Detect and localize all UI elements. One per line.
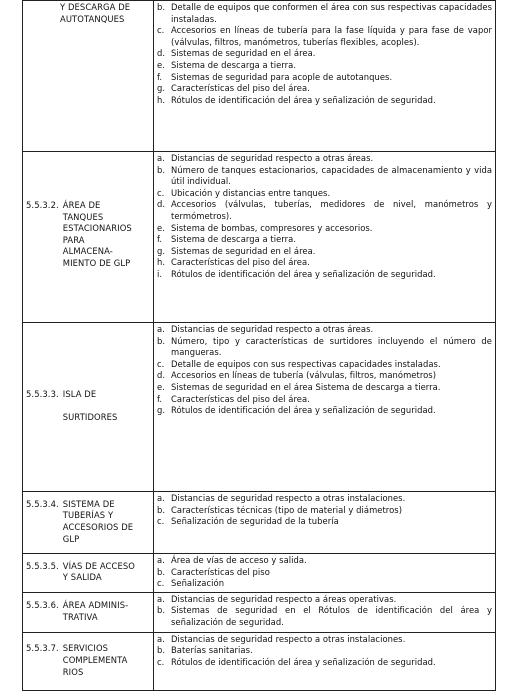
- section-title-line: RIOS: [62, 666, 84, 677]
- section-code: 5.5.3.7.: [26, 643, 59, 654]
- section-title-line: VÍAS DE ACCESO: [62, 560, 135, 571]
- item-letter: c.: [157, 187, 165, 198]
- item-text: Baterías sanitarias.: [171, 645, 253, 656]
- item-text: Área de vías de acceso y salida.: [171, 555, 307, 565]
- item-letter: h.: [157, 257, 166, 268]
- table-row: [23, 152, 496, 323]
- list-item: [157, 645, 492, 657]
- item-text: Distancias de seguridad respecto a áreas operativas.: [171, 593, 397, 604]
- section-title: [30, 2, 130, 25]
- section-title-line: ÁREA ADMINIS-: [62, 600, 129, 611]
- list-item: [157, 657, 492, 669]
- section-cell: [23, 554, 154, 593]
- document-page: [22, 0, 496, 700]
- item-text: Detalle de equipos que conformen el área con sus respectivas capacidades instaladas.: [171, 2, 492, 24]
- table-body: [23, 1, 496, 691]
- items-cell: [154, 554, 496, 593]
- item-text: Accesorios (válvulas, tuberías, medidores de nivel, manómetros y termómetros).: [171, 199, 492, 221]
- section-title-line: TUBERÍAS Y: [62, 510, 114, 521]
- list-item: [157, 153, 492, 165]
- list-item: [157, 505, 492, 517]
- item-text: Rótulos de identificación del área y señalización de seguridad.: [171, 405, 436, 416]
- section-code: 5.5.3.3.: [26, 389, 59, 400]
- list-item: [157, 2, 492, 25]
- list-item: [157, 223, 492, 235]
- item-text: Rótulos de identificación del área y señalización de seguridad.: [171, 268, 436, 279]
- list-item: [157, 370, 492, 382]
- item-text: Accesorios en líneas de tubería (válvulas, filtros, manómetros): [171, 370, 437, 381]
- item-letter: d.: [157, 370, 166, 381]
- list-item: [157, 48, 492, 60]
- section-title-line: AUTOTANQUES: [60, 13, 125, 24]
- item-letter: a.: [157, 493, 165, 503]
- list-item: [157, 605, 492, 628]
- list-item: [157, 246, 492, 258]
- item-text: Sistemas de seguridad para acople de autotanques.: [171, 71, 393, 82]
- section-title: [63, 389, 118, 424]
- section-title-line: MIENTO DE GLP: [62, 257, 131, 268]
- item-letter: a.: [157, 593, 165, 604]
- list-item: [157, 594, 492, 606]
- item-letter: g.: [157, 83, 166, 94]
- item-letter: c.: [157, 358, 165, 369]
- item-text: Características del piso del área.: [171, 393, 310, 404]
- section-title: [63, 561, 135, 584]
- section-title-line: PARA: [62, 234, 85, 245]
- items-cell: [154, 592, 496, 632]
- item-text: Rótulos de identificación del área y señalización de seguridad.: [171, 94, 436, 105]
- item-text: Características técnicas (tipo de material y diámetros): [171, 504, 403, 515]
- list-item: [157, 516, 492, 528]
- items-cell: [154, 323, 496, 492]
- item-letter: b.: [157, 335, 166, 346]
- item-letter: c.: [157, 25, 165, 36]
- list-item: [157, 359, 492, 371]
- section-code: 5.5.3.4.: [26, 498, 59, 509]
- list-item: [157, 405, 492, 417]
- section-cell: [23, 632, 154, 690]
- item-letter: i.: [157, 268, 163, 279]
- item-letter: e.: [157, 59, 165, 70]
- list-item: [157, 394, 492, 406]
- item-text: Sistemas de seguridad en el Rótulos de identificación del área y señalización de seguridad.: [171, 605, 492, 627]
- item-letter: a.: [157, 153, 165, 163]
- list-item: [157, 493, 492, 505]
- section-code: 5.5.3.5.: [26, 560, 59, 571]
- section-cell: [23, 152, 154, 323]
- section-title-line: SERVICIOS: [62, 643, 109, 654]
- item-letter: c.: [157, 516, 165, 527]
- items-cell: [154, 152, 496, 323]
- section-title: [63, 200, 132, 270]
- item-letter: g.: [157, 405, 166, 416]
- section-cell: [23, 1, 154, 152]
- item-letter: a.: [157, 633, 165, 644]
- item-letter: b.: [157, 605, 166, 616]
- section-title-line: Y SALIDA: [62, 572, 102, 583]
- item-text: Accesorios en líneas de tubería para la fase líquida y para fase de vapor (válvulas, filtros, manómetros, tuberías flexibles, acoples).: [171, 25, 492, 47]
- section-title-line: GLP: [62, 533, 80, 544]
- section-cell: [23, 323, 154, 492]
- item-letter: f.: [157, 71, 163, 82]
- section-title-line: TRATIVA: [62, 611, 98, 622]
- item-letter: g.: [157, 245, 166, 256]
- item-text: Distancias de seguridad respecto a otras áreas.: [171, 153, 374, 163]
- item-text: Características del piso: [171, 566, 270, 577]
- table-row: [23, 592, 496, 632]
- item-text: Sistema de descarga a tierra.: [171, 59, 297, 70]
- table-row: [23, 492, 496, 554]
- section-title-line: SISTEMA DE: [62, 498, 115, 509]
- list-item: [157, 188, 492, 200]
- item-letter: c.: [157, 578, 165, 589]
- item-letter: b.: [157, 645, 166, 656]
- item-text: Características del piso del área.: [171, 83, 310, 94]
- item-letter: e.: [157, 222, 165, 233]
- item-letter: b.: [157, 164, 166, 175]
- item-text: Señalización de seguridad de la tubería: [171, 516, 339, 527]
- table-row: [23, 323, 496, 492]
- list-item: [157, 72, 492, 84]
- item-text: Características del piso del área.: [171, 257, 310, 268]
- requirements-table: [22, 0, 496, 691]
- list-item: [157, 269, 492, 281]
- item-letter: a.: [157, 324, 165, 334]
- item-letter: d.: [157, 199, 166, 210]
- item-text: Sistemas de seguridad en el área Sistema de descarga a tierra.: [171, 381, 441, 392]
- item-letter: f.: [157, 234, 163, 245]
- table-row: [23, 1, 496, 152]
- section-title-line: TANQUES: [62, 211, 104, 222]
- section-title-line: ÁREA DE: [62, 200, 101, 210]
- item-letter: b.: [157, 504, 166, 515]
- item-letter: f.: [157, 393, 163, 404]
- list-item: [157, 60, 492, 72]
- items-cell: [154, 492, 496, 554]
- item-text: Número, tipo y características de surtidores incluyendo el número de mangueras.: [171, 335, 492, 358]
- item-text: Sistema de descarga a tierra.: [171, 234, 297, 245]
- list-item: [157, 578, 492, 590]
- list-item: [157, 634, 492, 646]
- item-text: Distancias de seguridad respecto a otras instalaciones.: [171, 493, 406, 503]
- section-title-line: [63, 401, 118, 413]
- item-text: Distancias de seguridad respecto a otras instalaciones.: [171, 633, 406, 644]
- list-item: [157, 199, 492, 222]
- list-item: [157, 234, 492, 246]
- item-text: Rótulos de identificación del área y señalización de seguridad.: [171, 656, 436, 667]
- item-text: Número de tanques estacionarios, capacidades de almacenamiento y vida útil individual.: [171, 164, 492, 187]
- section-title-line: Y DESCARGA DE: [60, 2, 131, 12]
- section-title: [63, 600, 128, 623]
- item-letter: b.: [157, 566, 166, 577]
- section-title: [63, 643, 128, 678]
- list-item: [157, 165, 492, 188]
- section-cell: [23, 492, 154, 554]
- item-text: Distancias de seguridad respecto a otras áreas.: [171, 324, 374, 334]
- item-letter: d.: [157, 48, 166, 59]
- section-title-line: ISLA DE: [62, 389, 97, 400]
- item-letter: b.: [157, 2, 166, 12]
- section-title-line: ACCESORIOS DE: [62, 522, 134, 532]
- list-item: [157, 382, 492, 394]
- list-item: [157, 257, 492, 269]
- list-item: [157, 95, 492, 107]
- table-row: [23, 632, 496, 690]
- item-letter: c.: [157, 656, 165, 667]
- section-title-line: COMPLEMENTA: [62, 654, 128, 665]
- item-text: Sistemas de seguridad en el área.: [171, 245, 316, 256]
- section-code: 5.5.3.6.: [26, 600, 59, 611]
- items-cell: [154, 1, 496, 152]
- item-letter: h.: [157, 94, 166, 105]
- section-title-line: ESTACIONARIOS: [62, 223, 132, 234]
- section-title-line: SURTIDORES: [62, 412, 118, 423]
- list-item: [157, 336, 492, 359]
- item-text: Sistema de bombas, compresores y accesorios.: [171, 222, 373, 233]
- list-item: [157, 83, 492, 95]
- section-cell: [23, 592, 154, 632]
- item-letter: a.: [157, 555, 165, 565]
- list-item: [157, 324, 492, 336]
- list-item: [157, 567, 492, 579]
- item-text: Ubicación y distancias entre tanques.: [171, 187, 331, 198]
- table-row: [23, 554, 496, 593]
- item-text: Sistemas de seguridad en el área.: [171, 48, 316, 59]
- section-title: [63, 499, 133, 545]
- list-item: [157, 555, 492, 567]
- section-code: 5.5.3.2.: [26, 200, 59, 210]
- list-item: [157, 25, 492, 48]
- item-text: Señalización: [171, 578, 225, 589]
- item-text: Detalle de equipos con sus respectivas capacidades instaladas.: [171, 358, 441, 369]
- section-title-line: ALMACENA-: [62, 246, 113, 257]
- item-letter: e.: [157, 381, 165, 392]
- items-cell: [154, 632, 496, 690]
